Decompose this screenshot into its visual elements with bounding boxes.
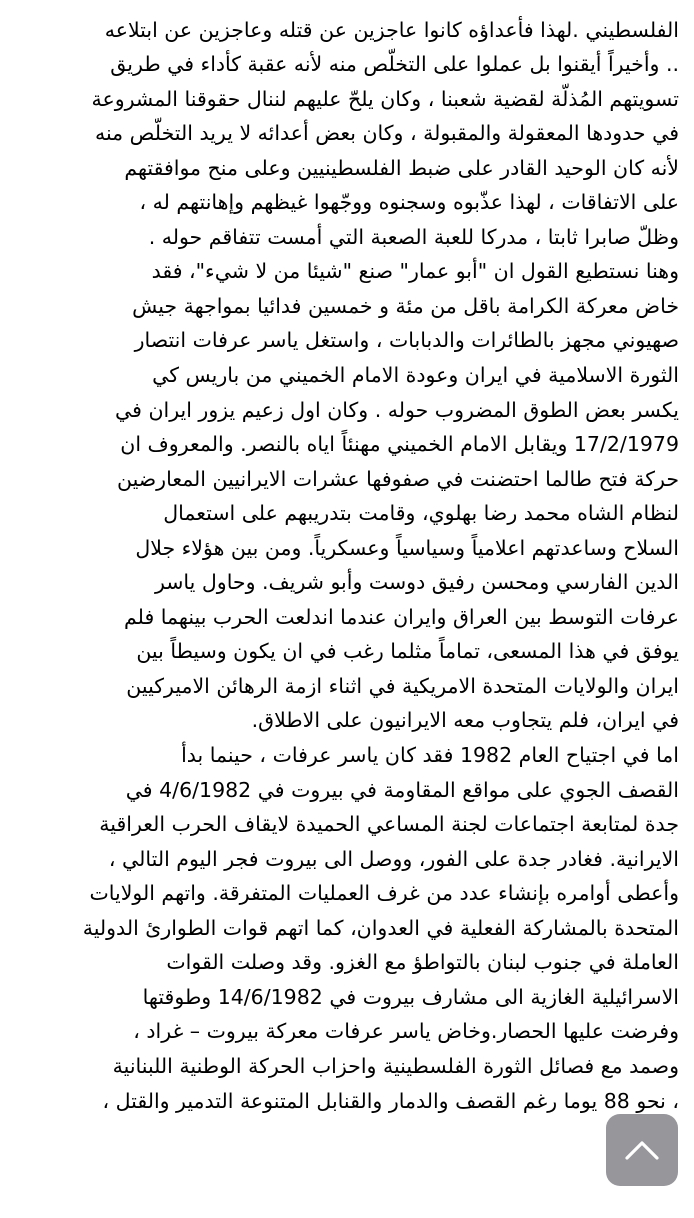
text-line (12, 0, 679, 13)
text-line: صهيوني مجهز بالطائرات والدبابات ، واستغل ياسر عرفات انتصار (134, 328, 679, 353)
scroll-to-top-button[interactable] (606, 1114, 678, 1186)
text-line: وفرضت عليها الحصار.وخاض ياسر عرفات معركة بيروت – غراد ، (133, 1019, 679, 1044)
text-line: وهنا نستطيع القول ان "أبو عمار" صنع "شيئا من لا شيء"، فقد (151, 259, 679, 284)
text-line: جدة لمتابعة اجتماعات لجنة المساعي الحميدة لايقاف الحرب العراقية (99, 812, 679, 837)
text-line: في ايران، فلم يتجاوب معه الايرانيون على الاطلاق. (251, 708, 679, 733)
text-line: ، نحو 88 يوما رغم القصف والدمار والقنابل المتنوعة التدمير والقتل ، (102, 1088, 679, 1113)
text-line: عرفات التوسط بين العراق وايران عندما اندلعت الحرب بينهما فلم (124, 604, 679, 629)
text-line: وظلّ صابرا ثابتا ، مدركا للعبة الصعبة التي أمست تتفاقم حوله . (148, 224, 679, 249)
text-line: العاملة في جنوب لبنان بالتواطؤ مع الغزو. وقد وصلت القوات (166, 950, 679, 975)
text-line: ايران والولايات المتحدة الامريكية في اثناء ازمة الرهائن الاميركيين (126, 673, 679, 698)
text-line: يوفق في هذا المسعى، تماماً مثلما رغب في ان يكون وسيطاً بين (136, 639, 679, 664)
text-line: في حدودها المعقولة والمقبولة ، وكان بعض أعدائه لا يريد التخلّص منه (95, 121, 679, 146)
text-line: الاسرائيلية الغازية الى مشارف بيروت في 14/6/1982 وطوقتها (142, 984, 679, 1009)
text-line: الدين الفارسي ومحسن رفيق دوست وأبو شريف. وحاول ياسر (154, 570, 679, 595)
text-line: لنظام الشاه محمد رضا بهلوي، وقامت بتدريبهم على استعمال (163, 501, 679, 526)
text-line: خاض معركة الكرامة باقل من مئة و خمسين فدائيا بمواجهة جيش (132, 293, 679, 318)
chevron-up-icon (624, 1139, 660, 1161)
text-line: اما في اجتياح العام 1982 فقد كان ياسر عرفات ، حينما بدأ (181, 743, 679, 768)
text-line: الفلسطيني .لهذا فأعداؤه كانوا عاجزين عن قتله وعاجزين عن ابتلاعه (104, 17, 679, 42)
text-line: 17/2/1979 ويقابل الامام الخميني مهنئاً اياه بالنصر. والمعروف ان (120, 432, 679, 457)
text-line: السلاح وساعدتهم اعلامياً وسياسياً وعسكرياً. ومن بين هؤلاء جلال (135, 535, 679, 560)
text-line: وصمد مع فصائل الثورة الفلسطينية واحزاب الحركة الوطنية اللبنانية (112, 1053, 679, 1078)
text-line: الايرانية. فغادر جدة على الفور، ووصل الى بيروت فجر اليوم التالي ، (108, 846, 679, 871)
text-line: وأعطى أوامره بإنشاء عدد من غرف العمليات المتفرقة. واتهم الولايات (89, 881, 679, 906)
text-line: حركة فتح طالما احتضنت في صفوفها عشرات الايرانيين المعارضين (116, 466, 679, 491)
text-line: على الاتفاقات ، لهذا عذّبوه وسجنوه ووجّهوا غيظهم وإهانتهم له ، (139, 190, 679, 215)
text-line: القصف الجوي على مواقع المقاومة في بيروت في 4/6/1982 في (125, 777, 679, 802)
text-line: الثورة الاسلامية في ايران وعودة الامام الخميني من باريس كي (152, 363, 679, 388)
text-line: المتحدة بالمشاركة الفعلية في العدوان، كما اتهم قوات الطوارئ الدولية (82, 915, 679, 940)
text-line: لأنه كان الوحيد القادر على ضبط الفلسطينيين وعلى منح موافقتهم (124, 155, 679, 180)
text-line: تسويتهم المُذلّة لقضية شعبنا ، وكان يلحّ عليهم لننال حقوقنا المشروعة (91, 86, 679, 111)
text-line: يكسر بعض الطوق المضروب حوله . وكان اول زعيم يزور ايران في (115, 397, 679, 422)
text-line: .. وأخيراً أيقنوا بل عملوا على التخلّص منه لأنه عقبة كأداء في طريق (110, 52, 679, 77)
